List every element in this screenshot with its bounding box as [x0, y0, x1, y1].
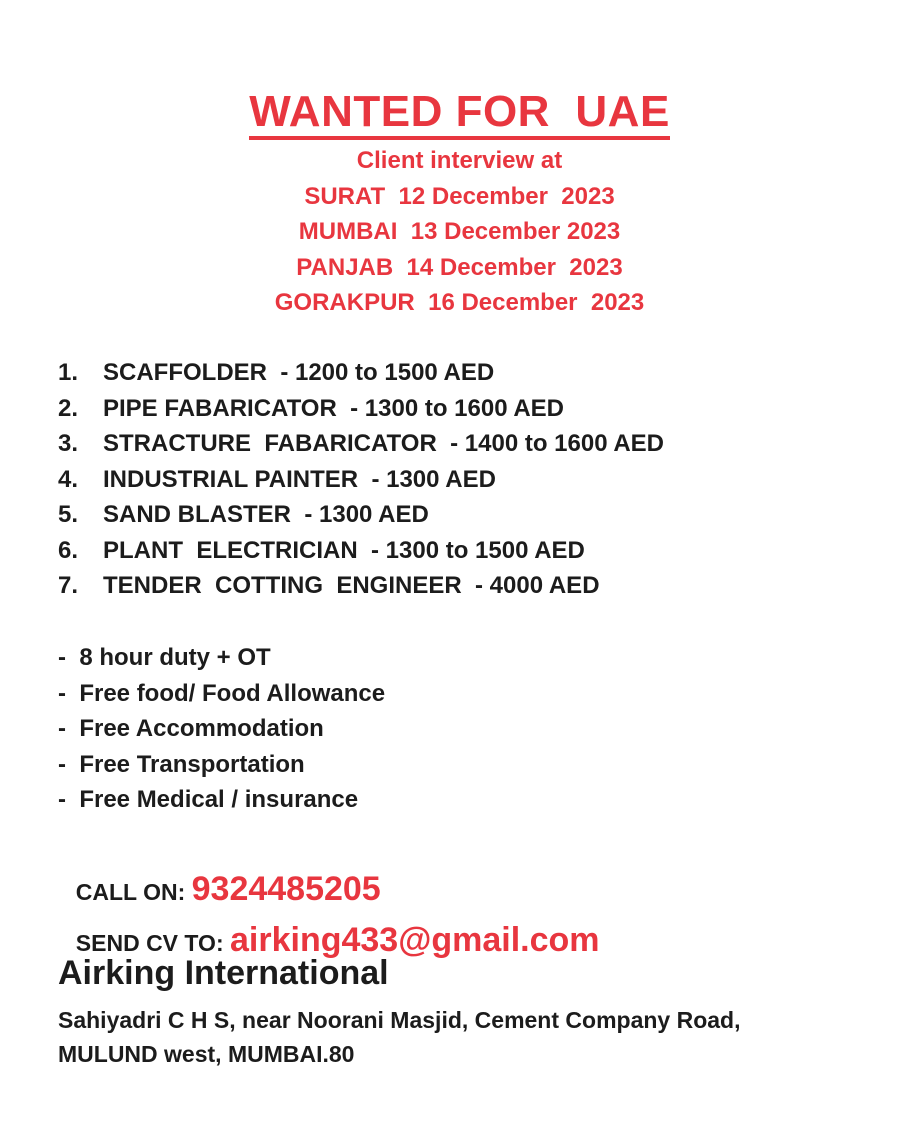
interview-gorakpur: GORAKPUR 16 December 2023	[274, 289, 645, 316]
company-name: Airking International	[58, 954, 389, 992]
company-address	[58, 1003, 740, 1071]
list-item	[58, 462, 664, 498]
call-label: CALL ON:	[75, 879, 192, 905]
job-text: INDUSTRIAL PAINTER - 1300 AED	[103, 465, 496, 493]
benefit-item: - Free Medical / insurance	[58, 786, 359, 813]
interview-heading: Client interview at	[356, 147, 563, 174]
job-number: 1.	[58, 359, 79, 386]
interview-surat: SURAT 12 December 2023	[304, 182, 615, 210]
title-text: WANTED FOR UAE	[249, 87, 670, 140]
list-item	[58, 533, 664, 569]
interview-mumbai: MUMBAI 13 December 2023	[298, 218, 621, 245]
benefits-list	[58, 640, 385, 818]
email-address[interactable]: airking433@gmail.com	[230, 921, 600, 959]
phone-number[interactable]: 9324485205	[191, 870, 381, 908]
job-text: SAND BLASTER - 1300 AED	[103, 501, 429, 528]
list-item	[58, 497, 664, 533]
list-item	[58, 568, 664, 604]
job-text: SCAFFOLDER - 1200 to 1500 AED	[103, 359, 495, 386]
job-list	[58, 355, 664, 604]
job-number: 6.	[58, 536, 79, 564]
job-text: PIPE FABARICATOR - 1300 to 1600 AED	[103, 394, 565, 422]
list-item	[58, 391, 664, 427]
job-number: 7.	[58, 572, 79, 599]
job-text: STRACTURE FABARICATOR - 1400 to 1600 AED	[103, 430, 664, 457]
job-text: TENDER COTTING ENGINEER - 4000 AED	[103, 572, 600, 599]
benefit-item: - Free Transportation	[58, 750, 305, 778]
job-number: 5.	[58, 501, 79, 528]
job-number: 2.	[58, 394, 79, 422]
benefit-item: - Free Accommodation	[58, 715, 324, 742]
cv-label: SEND CV TO:	[75, 930, 230, 956]
interview-panjab: PANJAB 14 December 2023	[296, 253, 623, 281]
page-title	[0, 86, 919, 138]
address-line-1: Sahiyadri C H S, near Noorani Masjid, Cement Company Road,	[58, 1007, 741, 1033]
benefit-item: - Free food/ Food Allowance	[58, 679, 386, 707]
job-number: 3.	[58, 430, 79, 457]
job-number: 4.	[58, 465, 79, 493]
address-line-2: MULUND west, MUMBAI.80	[58, 1041, 355, 1067]
interview-schedule	[0, 143, 919, 321]
benefit-item: - 8 hour duty + OT	[58, 644, 271, 671]
list-item	[58, 355, 664, 391]
job-text: PLANT ELECTRICIAN - 1300 to 1500 AED	[103, 536, 585, 564]
list-item	[58, 426, 664, 462]
